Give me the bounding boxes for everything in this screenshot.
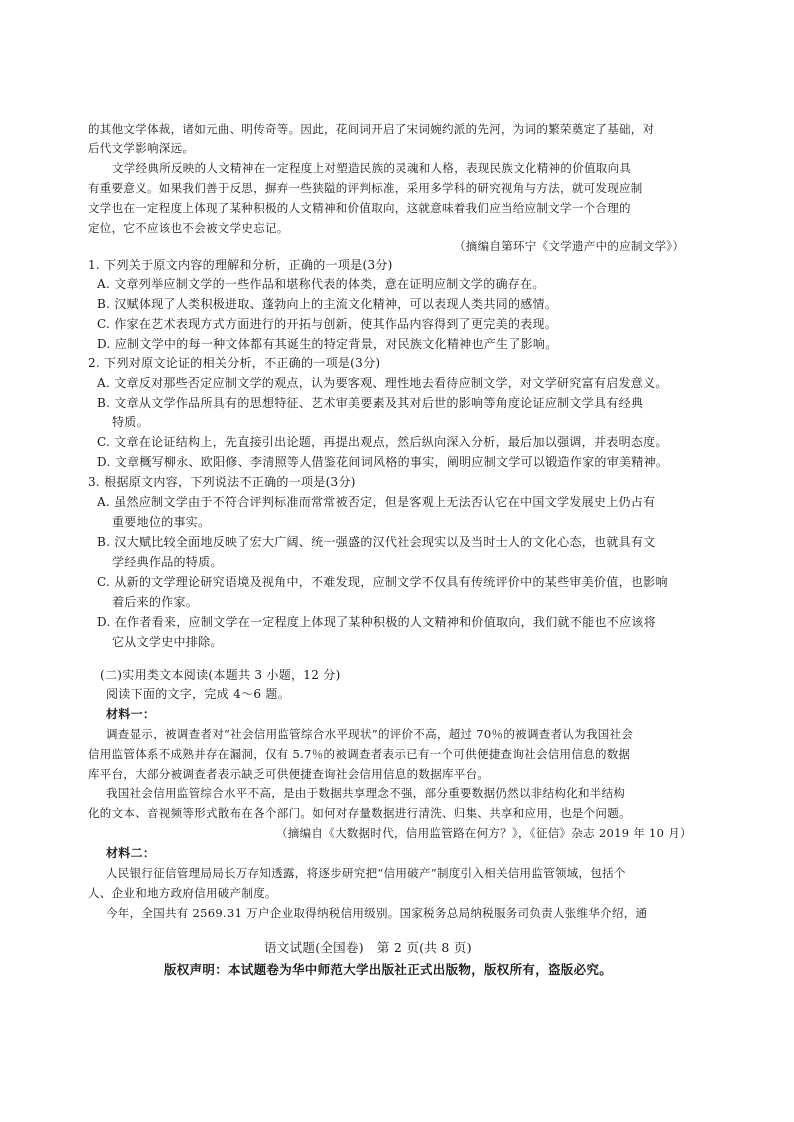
- material-2-line: 今年，全国共有 2569.31 万户企业取得纳税信用级别。国家税务总局纳税服务司负责人张维华介绍，通: [106, 906, 648, 920]
- question-3-option-b-cont: 学经典作品的特质。: [112, 555, 223, 569]
- question-1-option-c: C. 作家在艺术表现方式方面进行的开拓与创新，使其作品内容得到了更完美的表现。: [97, 317, 558, 331]
- question-1-option-b: B. 汉赋体现了人类积极进取、蓬勃向上的主流文化精神，可以表现人类共同的感情。: [97, 297, 558, 311]
- page-footer: 语文试题(全国卷) 第 2 页(共 8 页): [264, 940, 472, 955]
- question-3-option-b: B. 汉大赋比较全面地反映了宏大广阔、统一强盛的汉代社会现实以及当时士人的文化心态，也就具有文: [97, 535, 656, 549]
- question-1-stem: 1. 下列关于原文内容的理解和分析，正确的一项是(3分): [88, 258, 393, 272]
- material-1-line: 化的文本、音视频等形式散布在各个部门。如何对存量数据进行清洗、归集、共享和应用，也是个问题。: [88, 806, 631, 820]
- question-2-stem: 2. 下列对原文论证的相关分析，不正确的一项是(3分): [88, 356, 381, 370]
- material-1-label: 材料一：: [106, 707, 156, 721]
- material-1-line: 调查显示，被调查者对“社会信用监管综合水平现状”的评价不高，超过 70％的被调查者认为我国社会: [106, 727, 634, 741]
- material-2-line: 人、企业和地方政府信用破产制度。: [88, 886, 277, 900]
- passage-line: 定位，它不应该也不会被文学史忘记。: [88, 221, 289, 235]
- passage-source: （摘编自第环宁《文学遗产中的应制文学》）: [454, 239, 685, 253]
- section-instruction: 阅读下面的文字，完成 4～6 题。: [106, 687, 290, 701]
- question-3-option-d: D. 在作者看来，应制文学在一定程度上体现了某种积极的人文精神和价值取向，我们就不能也不应该将: [97, 615, 656, 629]
- material-1-line: 库平台，大部分被调查者表示缺乏可供便捷查询社会信用信息的数据库平台。: [88, 767, 490, 781]
- material-2-label: 材料二：: [106, 846, 156, 860]
- question-2-option-c: C. 文章在论证结构上，先直接引出论题，再提出观点，然后纵向深入分析，最后加以强调，并表明态度。: [97, 435, 668, 449]
- section-heading: (二)实用类文本阅读(本题共 3 小题，12 分): [100, 668, 341, 682]
- question-3-option-d-cont: 它从文学史中排除。: [112, 635, 223, 649]
- question-2-option-d: D. 文章概写柳永、欧阳修、李清照等人借鉴花间词风格的事实，阐明应制文学可以锻造作家的审美精神。: [97, 455, 669, 469]
- question-3-stem: 3. 根据原文内容，下列说法不正确的一项是(3分): [88, 475, 356, 489]
- question-3-option-a: A. 虽然应制文学由于不符合评判标准而常常被否定，但是客观上无法否认它在中国文学发展史上仍占有: [97, 495, 656, 509]
- material-1-line: 信用监管体系不成熟并存在漏洞，仅有 5.7％的被调查者表示已有一个可供便捷查询社会信用信息的数据: [88, 747, 631, 761]
- material-1-source: （摘编自《大数据时代，信用监管路在何方？》，《征信》杂志 2019 年 10 月）: [276, 826, 692, 840]
- question-2-option-b-cont: 特质。: [112, 415, 149, 429]
- copyright-notice: 版权声明：本试题卷为华中师范大学出版社正式出版物，版权所有，盗版必究。: [164, 962, 613, 977]
- question-1-option-d: D. 应制文学中的每一种文体都有其诞生的特定背景，对民族文化精神也产生了影响。: [97, 337, 558, 351]
- passage-line: 后代文学影响深远。: [88, 141, 195, 155]
- passage-line: 文学经典所反映的人文精神在一定程度上对塑造民族的灵魂和人格，表现民族文化精神的价值取向具: [112, 161, 632, 175]
- material-1-line: 我国社会信用监管综合水平不高，是由于数据共享理念不强，部分重要数据仍然以非结构化和半结构: [106, 786, 626, 800]
- question-1-option-a: A. 文章列举应制文学的一些作品和堪称代表的体类，意在证明应制文学的确存在。: [97, 277, 545, 291]
- question-2-option-b: B. 文章从文学作品所具有的思想特征、艺术审美要素及其对后世的影响等角度论证应制文学具有经典: [97, 396, 644, 410]
- question-3-option-c: C. 从新的文学理论研究语境及视角中，不难发现，应制文学不仅具有传统评价中的某些审美价值，也影响: [97, 575, 668, 589]
- question-3-option-c-cont: 着后来的作家。: [112, 595, 199, 609]
- question-2-option-a: A. 文章反对那些否定应制文学的观点，认为要客观、理性地去看待应制文学，对文学研究富有启发意义。: [97, 376, 668, 390]
- material-2-line: 人民银行征信管理局局长万存知透露，将逐步研究把“信用破产”制度引入相关信用监管领域，包括个: [106, 866, 626, 880]
- passage-line: 文学也在一定程度上体现了某种积极的人文精神和价值取向，这就意味着我们应当给应制文学一个合理的: [88, 201, 631, 215]
- passage-line: 的其他文学体裁，诸如元曲、明传奇等。因此，花间词开启了宋词婉约派的先河，为词的繁荣奠定了基础，对: [88, 122, 655, 136]
- question-3-option-a-cont: 重要地位的事实。: [112, 515, 211, 529]
- passage-line: 有重要意义。如果我们善于反思，摒弃一些狭隘的评判标准，采用多学科的研究视角与方法，就可发现应制: [88, 181, 643, 195]
